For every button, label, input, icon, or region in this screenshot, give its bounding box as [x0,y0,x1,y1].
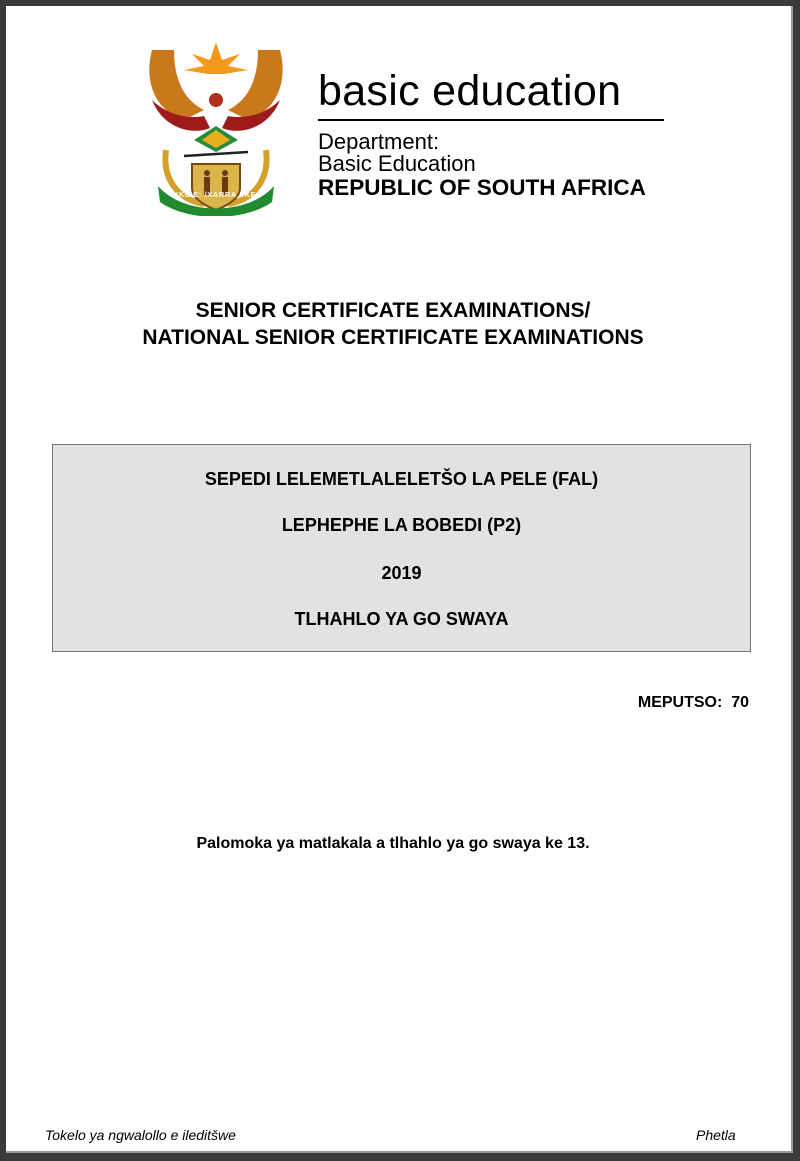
brand-name: basic education [318,67,622,115]
crest-motto: !KE E: /XARRA //KE [175,190,257,199]
subject-title: SEPEDI LELEMETLALELETŠO LA PELE (FAL) [204,469,599,489]
paper-title: LEPHEPHE LA BOBEDI (P2) [281,515,522,535]
department-label: Department: [318,129,440,154]
brand-underline [318,119,664,121]
country-name: REPUBLIC OF SOUTH AFRICA [318,175,646,200]
footer-copyright: Tokelo ya ngwalollo e ileditšwe [45,1127,236,1143]
exam-year: 2019 [381,563,422,583]
total-marks: MEPUTSO: 70 [637,694,749,711]
page-count-note: Palomoka ya matlakala a tlhahlo ya go swaya ke 13. [196,835,590,852]
exam-title-line1: SENIOR CERTIFICATE EXAMINATIONS/ [195,299,591,322]
document-type: TLHAHLO YA GO SWAYA [294,609,509,629]
department-name: Basic Education [318,151,476,176]
footer-turn-over: Phetla [696,1127,736,1143]
exam-title-line2: NATIONAL SENIOR CERTIFICATE EXAMINATIONS [142,326,644,349]
exam-info-box [52,444,751,652]
